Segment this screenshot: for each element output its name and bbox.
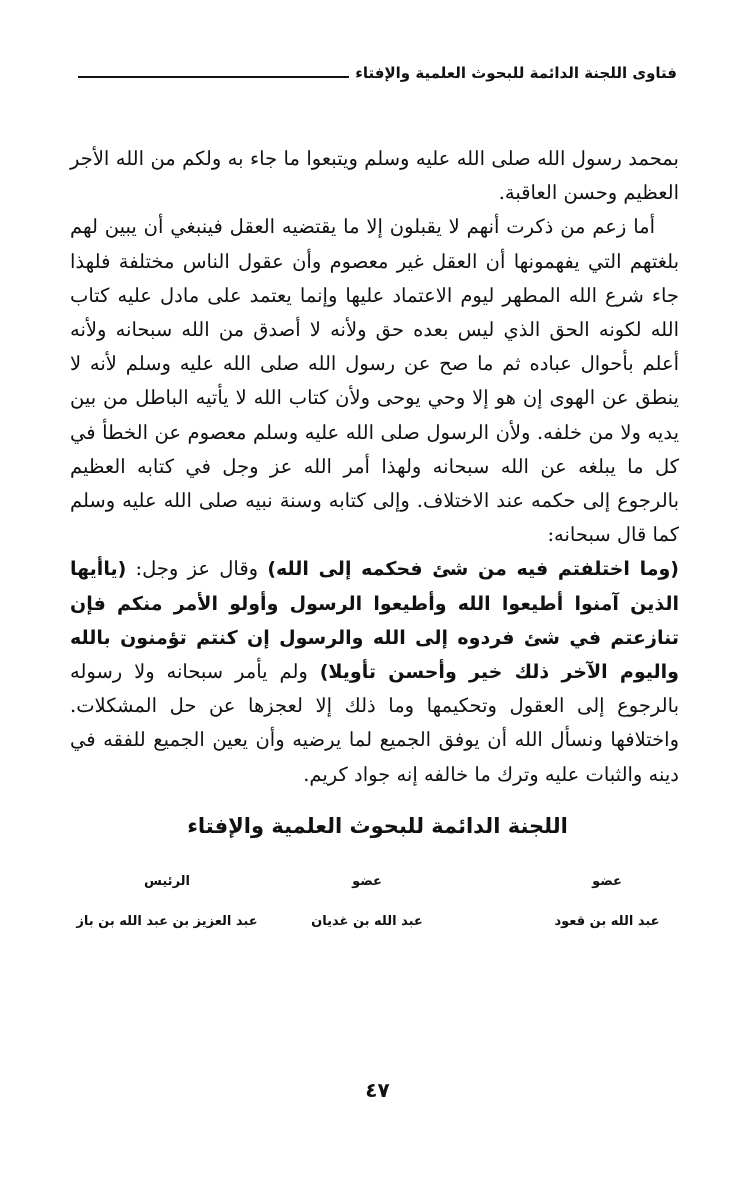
signer-role: الرئيس (144, 874, 190, 889)
signer-member-2 (267, 872, 467, 932)
signer-member-1 (507, 872, 707, 932)
quran-verse-1: (وما اختلفتم فيه من شئ فحكمه إلى الله) (267, 558, 679, 581)
header-rule (78, 76, 349, 78)
signer-name: عبد الله بن غديان (311, 914, 423, 929)
quran-verse-2: (ياأيها الذين آمنوا أطيعوا الله وأطيعوا الرسول وأولو الأمر منكم فإن تنازعتم في شئ فردوه إلى الله والرسول إن كنتم تؤمنون بالله واليوم الآخر ذلك خير وأحسن تأويلا) (70, 558, 679, 684)
signer-name: عبد الله بن قعود (554, 914, 660, 929)
signer-role: عضو (352, 874, 382, 889)
body-text (70, 142, 679, 792)
paragraph-2-text: أما زعم من ذكرت أنهم لا يقبلون إلا ما يقتضيه العقل فينبغي أن يبين لهم بلغتهم التي يفهمونها أن العقل غير معصوم وأن عقول الناس مختلفة فلهذا جاء شرع الله المطهر ليوم الاعتماد عليها وإنما يعتمد على مادل عليه كتاب الله لكونه الحق الذي ليس بعده حق ولأنه لا أصدق من الله سبحانه ولأنه أعلم بأحوال عباده ثم ما صح عن رسول الله صلى الله عليه وسلم لأنه لا ينطق عن الهوى إن هو إلا وحي يوحى ولأن كتاب الله لا يأتيه الباطل من بين يديه ولا من خلفه. ولأن الرسول صلى الله عليه وسلم معصوم عن الخطأ في كل ما يبلغه عن الله سبحانه ولهذا أمر الله عز وجل في كتابه العظيم بالرجوع إلى حكمه عند الاختلاف. وإلى كتابه وسنة نبيه صلى الله عليه وسلم كما قال سبحانه: (70, 215, 679, 547)
running-header (78, 58, 677, 82)
running-title: فتاوى اللجنة الدائمة للبحوث العلمية والإفتاء (355, 64, 677, 82)
signer-chairman (67, 872, 267, 932)
signer-role: عضو (592, 874, 622, 889)
paragraph-2-end: ولم يأمر سبحانه ولا رسوله بالرجوع إلى العقول وتحكيمها وما ذلك إلا لعجزها عن حل المشكلات. واختلافها ونسأل الله أن يوفق الجميع لما يرضيه وأن يعين الجميع للفقه في دينه والثبات عليه وترك ما خالفه إنه جواد كريم. (70, 660, 679, 786)
page-number: ٤٧ (365, 1078, 390, 1102)
paragraph-1: بمحمد رسول الله صلى الله عليه وسلم ويتبعوا ما جاء به ولكم من الله الأجر العظيم وحسن العاقبة. (70, 147, 679, 205)
signer-name: عبد العزيز بن عبد الله بن باز (76, 914, 258, 929)
verse-connector: وقال عز وجل: (126, 557, 268, 581)
committee-title: اللجنة الدائمة للبحوث العلمية والإفتاء (187, 814, 568, 838)
paragraph-2 (70, 210, 679, 791)
signature-block (76, 872, 675, 952)
